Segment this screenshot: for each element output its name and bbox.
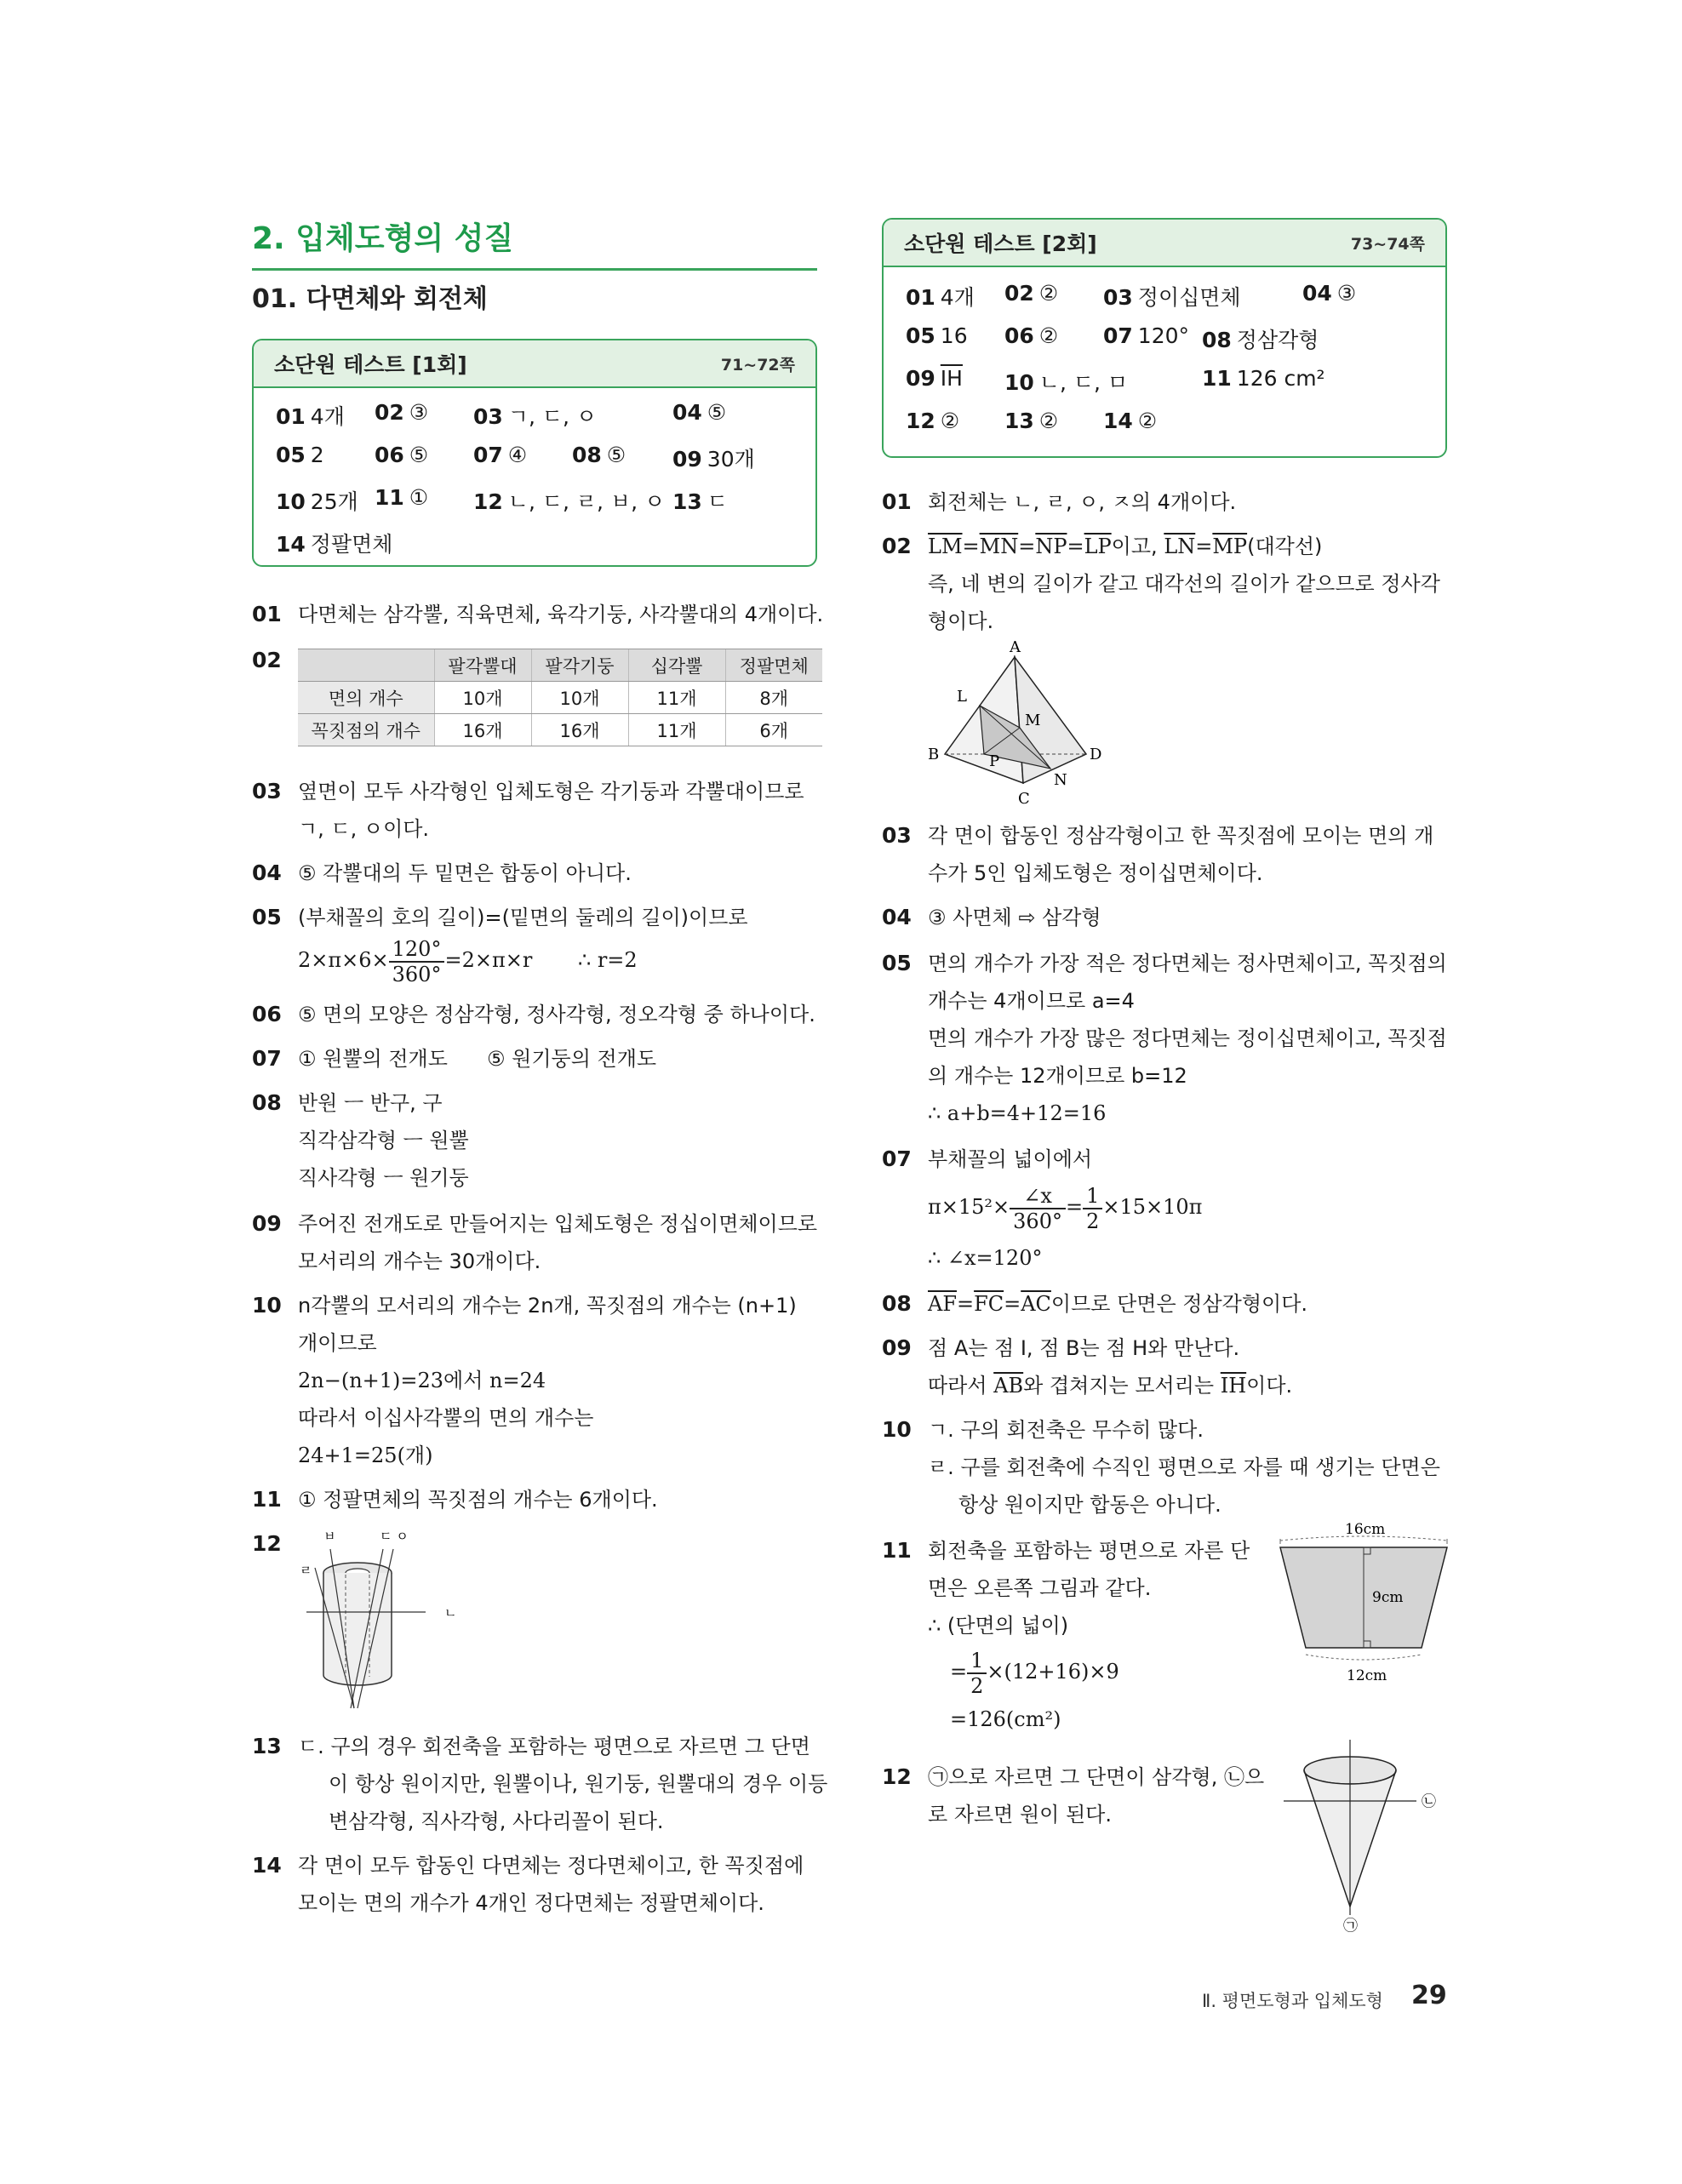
r-explanation-12-line1: ㉠으로 자르면 그 단면이 삼각형, ㉡으 (928, 1765, 1265, 1789)
r-explanation-05-line1: 면의 개수가 가장 적은 정다면체는 정사면체이고, 꼭짓점의 (928, 952, 1447, 975)
r-explanation-03-line2: 수가 5인 입체도형은 정이십면체이다. (928, 861, 1263, 885)
tetrahedron-figure (928, 638, 1115, 817)
r-explanation-02-line1: $\overline{LM}=\overline{MN}=\overline{NP}=\overline{LP}$이고, $\overline{LN}=\overline{MP}$(대각선) (928, 535, 1323, 558)
explanation-number: 01 (252, 602, 282, 626)
explanation-10-line1: n각뿔의 모서리의 개수는 2n개, 꼭짓점의 개수는 (n+1) (298, 1294, 797, 1318)
cut-label: ㉠ (1343, 1918, 1358, 1932)
vertex-label: N (1054, 771, 1067, 789)
r-explanation-11-line5: =126(cm²) (950, 1707, 1061, 1731)
explanation-03: 옆면이 모두 사각형인 입체도형은 각기둥과 각뿔대이므로 (298, 780, 804, 803)
answer-item: 04 ③ (1302, 281, 1357, 306)
answer-item: 02 ② (1004, 281, 1059, 306)
answer-item: 14 정팔면체 (276, 532, 393, 557)
dim-label: 9cm (1372, 1589, 1404, 1606)
answer-item: 08 ⑤ (572, 443, 626, 467)
test2-title: 소단원 테스트 [2회] (904, 232, 1097, 256)
answer-item: 06 ② (1004, 323, 1059, 348)
answer-item: 05 2 (276, 443, 324, 467)
table-header: 정팔면체 (725, 649, 822, 682)
vertex-label: P (989, 752, 1000, 770)
dim-arc-bottom (1306, 1655, 1422, 1660)
r-explanation-04: ③ 사면체 ⇨ 삼각형 (928, 906, 1101, 929)
explanation-10-line4: 따라서 이십사각뿔의 면의 개수는 (298, 1406, 594, 1430)
answer-item: 01 4개 (276, 404, 345, 429)
r-explanation-11-line1: 회전축을 포함하는 평면으로 자른 단 (928, 1539, 1250, 1563)
explanation-07a: ① 원뿔의 전개도 (298, 1047, 448, 1071)
explanation-09: 주어진 전개도로 만들어지는 입체도형은 정십이면체이므로 (298, 1212, 818, 1236)
explanation-11: ① 정팔면체의 꼭짓점의 개수는 6개이다. (298, 1488, 658, 1512)
answer-item: 13 ② (1004, 409, 1059, 433)
table-row (298, 682, 822, 714)
subsection-title: 01. 다면체와 회전체 (252, 284, 488, 314)
table-cell: 11개 (628, 714, 725, 746)
explanation-number: 04 (252, 860, 282, 885)
explanation-number: 05 (882, 951, 912, 975)
r-explanation-09-line1: 점 A는 점 I, 점 B는 점 H와 만난다. (928, 1336, 1240, 1360)
cone-cuts-figure (1282, 1736, 1452, 1932)
answer-item: 11 ① (375, 485, 429, 510)
table-cell: 10개 (531, 682, 628, 714)
r-explanation-05-line4: 의 개수는 12개이므로 b=12 (928, 1064, 1187, 1088)
fig-label: ㄴ (444, 1605, 457, 1621)
table-header (298, 649, 434, 682)
cut-label: ㉡ (1422, 1793, 1436, 1810)
answer-item: 01 4개 (906, 285, 975, 310)
r-explanation-07-line1: 부채꼴의 넓이에서 (928, 1147, 1093, 1171)
r-explanation-10-line2: ㄹ. 구를 회전축에 수직인 평면으로 자를 때 생기는 단면은 (928, 1455, 1440, 1479)
table-cell: 10개 (434, 682, 531, 714)
answer-item: 07 120° (1103, 323, 1190, 348)
table-cell: 16개 (531, 714, 628, 746)
faces-vertices-table (298, 649, 822, 746)
answer-item: 03 ㄱ, ㄷ, ㅇ (473, 404, 598, 429)
explanation-07b: ⑤ 원기둥의 전개도 (487, 1047, 657, 1071)
table-cell: 6개 (725, 714, 822, 746)
explanation-10-line5: 24+1=25(개) (298, 1444, 433, 1467)
explanation-08-line2: 직각삼각형 ㅡ 원뿔 (298, 1129, 469, 1152)
table-header-row (298, 649, 822, 682)
explanation-13-line3: 변삼각형, 직사각형, 사다리꼴이 된다. (329, 1810, 664, 1833)
explanation-number: 09 (252, 1211, 282, 1236)
r-explanation-03-line1: 각 면이 합동인 정삼각형이고 한 꼭짓점에 모이는 면의 개 (928, 824, 1434, 848)
explanation-13-line1: ㄷ. 구의 경우 회전축을 포함하는 평면으로 자르면 그 단면 (298, 1735, 810, 1758)
table-cell: 면의 개수 (298, 682, 434, 714)
cylinder-cuts-figure (298, 1525, 477, 1714)
explanation-number: 10 (252, 1293, 282, 1318)
vertex-label: A (1010, 638, 1021, 656)
table-row (298, 714, 822, 746)
vertex-label: D (1090, 746, 1102, 763)
r-explanation-05-line3: 면의 개수가 가장 많은 정다면체는 정이십면체이고, 꼭짓점 (928, 1026, 1447, 1050)
test1-header (254, 340, 815, 388)
explanation-14-line2: 모이는 면의 개수가 4개인 정다면체는 정팔면체이다. (298, 1891, 764, 1915)
formula-05: 2×π×6× $\frac{120^\circ}{360^\circ}$ =2×π×r ∴ r=2 (298, 936, 638, 986)
answer-item: 05 16 (906, 323, 968, 348)
r-explanation-10-line3: 항상 원이지만 합동은 아니다. (958, 1493, 1221, 1517)
cylinder-body (323, 1573, 392, 1685)
explanation-09-cont: 모서리의 개수는 30개이다. (298, 1249, 541, 1273)
explanation-10-line2: 개이므로 (298, 1331, 377, 1355)
formula-07: π×15²× $\frac{\angle x}{360^\circ}$ = $\frac{1}{2}$ ×15×10π (928, 1183, 1203, 1233)
answer-item: 12 ㄴ, ㄷ, ㄹ, ㅂ, ㅇ (473, 489, 666, 514)
fig-label: ㄷ ㅇ (380, 1529, 409, 1544)
formula-11: = $\frac{1}{2}$ ×(12+16)×9 (950, 1648, 1119, 1698)
dim-label: 16cm (1345, 1521, 1386, 1538)
section-title: 2. 입체도형의 성질 (252, 214, 817, 271)
table-header: 팔각뿔대 (434, 649, 531, 682)
explanation-number: 12 (882, 1764, 912, 1789)
explanation-number: 09 (882, 1335, 912, 1360)
answer-item: 03 정이십면체 (1103, 285, 1241, 310)
explanation-number: 07 (882, 1146, 912, 1171)
r-explanation-01: 회전체는 ㄴ, ㄹ, ㅇ, ㅈ의 4개이다. (928, 490, 1237, 514)
explanation-number: 03 (882, 823, 912, 848)
explanation-10-line3: 2n−(n+1)=23에서 n=24 (298, 1369, 546, 1392)
explanation-05: (부채꼴의 호의 길이)=(밑면의 둘레의 길이)이므로 (298, 906, 748, 929)
explanation-number: 03 (252, 779, 282, 803)
explanation-number: 06 (252, 1002, 282, 1026)
explanation-14-line1: 각 면이 모두 합동인 다면체는 정다면체이고, 한 꼭짓점에 (298, 1854, 804, 1878)
test2-pages: 73~74쪽 (1350, 234, 1425, 254)
r-explanation-05-line2: 개수는 4개이므로 a=4 (928, 989, 1135, 1013)
explanation-number: 07 (252, 1046, 282, 1071)
explanation-number: 13 (252, 1734, 282, 1758)
chapter-footer: Ⅱ. 평면도형과 입체도형 (1202, 1991, 1383, 2011)
table-header: 팔각기둥 (531, 649, 628, 682)
explanation-08-line3: 직사각형 ㅡ 원기둥 (298, 1166, 469, 1190)
explanation-number: 10 (882, 1417, 912, 1442)
r-explanation-08: $\overline{AF}=\overline{FC}=\overline{AC}$이므로 단면은 정삼각형이다. (928, 1292, 1308, 1316)
r-explanation-07-line3: ∴ ∠x=120° (928, 1246, 1043, 1270)
r-explanation-09-line2: 따라서 $\overline{AB}$와 겹쳐지는 모서리는 $\overline{IH}$이다. (928, 1374, 1293, 1398)
r-explanation-11-line2: 면은 오른쪽 그림과 같다. (928, 1576, 1152, 1600)
answer-item: 12 ② (906, 409, 960, 433)
r-explanation-12-line2: 로 자르면 원이 된다. (928, 1803, 1112, 1827)
table-header: 십각뿔 (628, 649, 725, 682)
answer-item: 09 $\overline{IH}$ (906, 366, 963, 391)
explanation-number: 02 (882, 534, 912, 558)
test2-answer-box (882, 218, 1447, 458)
answer-item: 10 ㄴ, ㄷ, ㅁ (1004, 370, 1129, 395)
test1-answer-box (252, 339, 817, 567)
explanation-number: 01 (882, 489, 912, 514)
r-explanation-11-line3: ∴ (단면의 넓이) (928, 1614, 1069, 1638)
explanation-13-line2: 이 항상 원이지만, 원뿔이나, 원기둥, 원뿔대의 경우 이등 (329, 1772, 828, 1796)
vertex-label: L (957, 688, 967, 706)
explanation-number: 11 (882, 1538, 912, 1563)
vertex-label: M (1025, 712, 1041, 729)
explanation-01: 다면체는 삼각뿔, 직육면체, 육각기둥, 사각뿔대의 4개이다. (298, 603, 824, 626)
table-cell: 꼭짓점의 개수 (298, 714, 434, 746)
explanation-number: 04 (882, 905, 912, 929)
r-explanation-02-line3: 형이다. (928, 609, 994, 633)
answer-item: 09 30개 (672, 447, 755, 472)
test2-header (884, 220, 1445, 267)
vertex-label: B (928, 746, 940, 763)
page-number: 29 (1411, 1981, 1447, 2010)
answer-item: 14 ② (1103, 409, 1158, 433)
answer-item: 06 ⑤ (375, 443, 429, 467)
fig-label: ㄹ (300, 1563, 312, 1578)
answer-item: 02 ③ (375, 400, 429, 425)
fig-label: ㅂ (323, 1529, 336, 1544)
explanation-number: 08 (882, 1291, 912, 1316)
answer-item: 10 25개 (276, 489, 358, 514)
answer-item: 08 정삼각형 (1202, 328, 1319, 352)
answer-item: 04 ⑤ (672, 400, 727, 425)
r-explanation-02-line2: 즉, 네 변의 길이가 같고 대각선의 길이가 같으므로 정사각 (928, 572, 1440, 596)
explanation-number: 11 (252, 1487, 282, 1512)
test1-pages: 71~72쪽 (720, 355, 795, 374)
explanation-number: 08 (252, 1090, 282, 1115)
explanation-number: 05 (252, 905, 282, 929)
answer-item: 13 ㄷ (672, 489, 728, 514)
test1-title: 소단원 테스트 [1회] (274, 352, 467, 377)
table-cell: 11개 (628, 682, 725, 714)
explanation-number: 14 (252, 1853, 282, 1878)
table-cell: 8개 (725, 682, 822, 714)
explanation-08-line1: 반원 ㅡ 반구, 구 (298, 1091, 443, 1115)
r-explanation-05-line5: ∴ a+b=4+12=16 (928, 1101, 1107, 1125)
dim-label: 12cm (1347, 1667, 1387, 1684)
explanation-04: ⑤ 각뿔대의 두 밑면은 합동이 아니다. (298, 861, 632, 885)
answer-item: 07 ④ (473, 443, 528, 467)
vertex-label: C (1018, 790, 1030, 808)
explanation-number: 02 (252, 648, 282, 672)
trapezoid-section-figure (1272, 1518, 1456, 1689)
r-explanation-10-line1: ㄱ. 구의 회전축은 무수히 많다. (928, 1418, 1204, 1442)
explanation-number: 12 (252, 1531, 282, 1556)
explanation-03-cont: ㄱ, ㄷ, ㅇ이다. (298, 817, 430, 841)
table-cell: 16개 (434, 714, 531, 746)
explanation-06: ⑤ 면의 모양은 정삼각형, 정사각형, 정오각형 중 하나이다. (298, 1003, 815, 1026)
answer-item: 11 126 cm² (1202, 366, 1325, 391)
